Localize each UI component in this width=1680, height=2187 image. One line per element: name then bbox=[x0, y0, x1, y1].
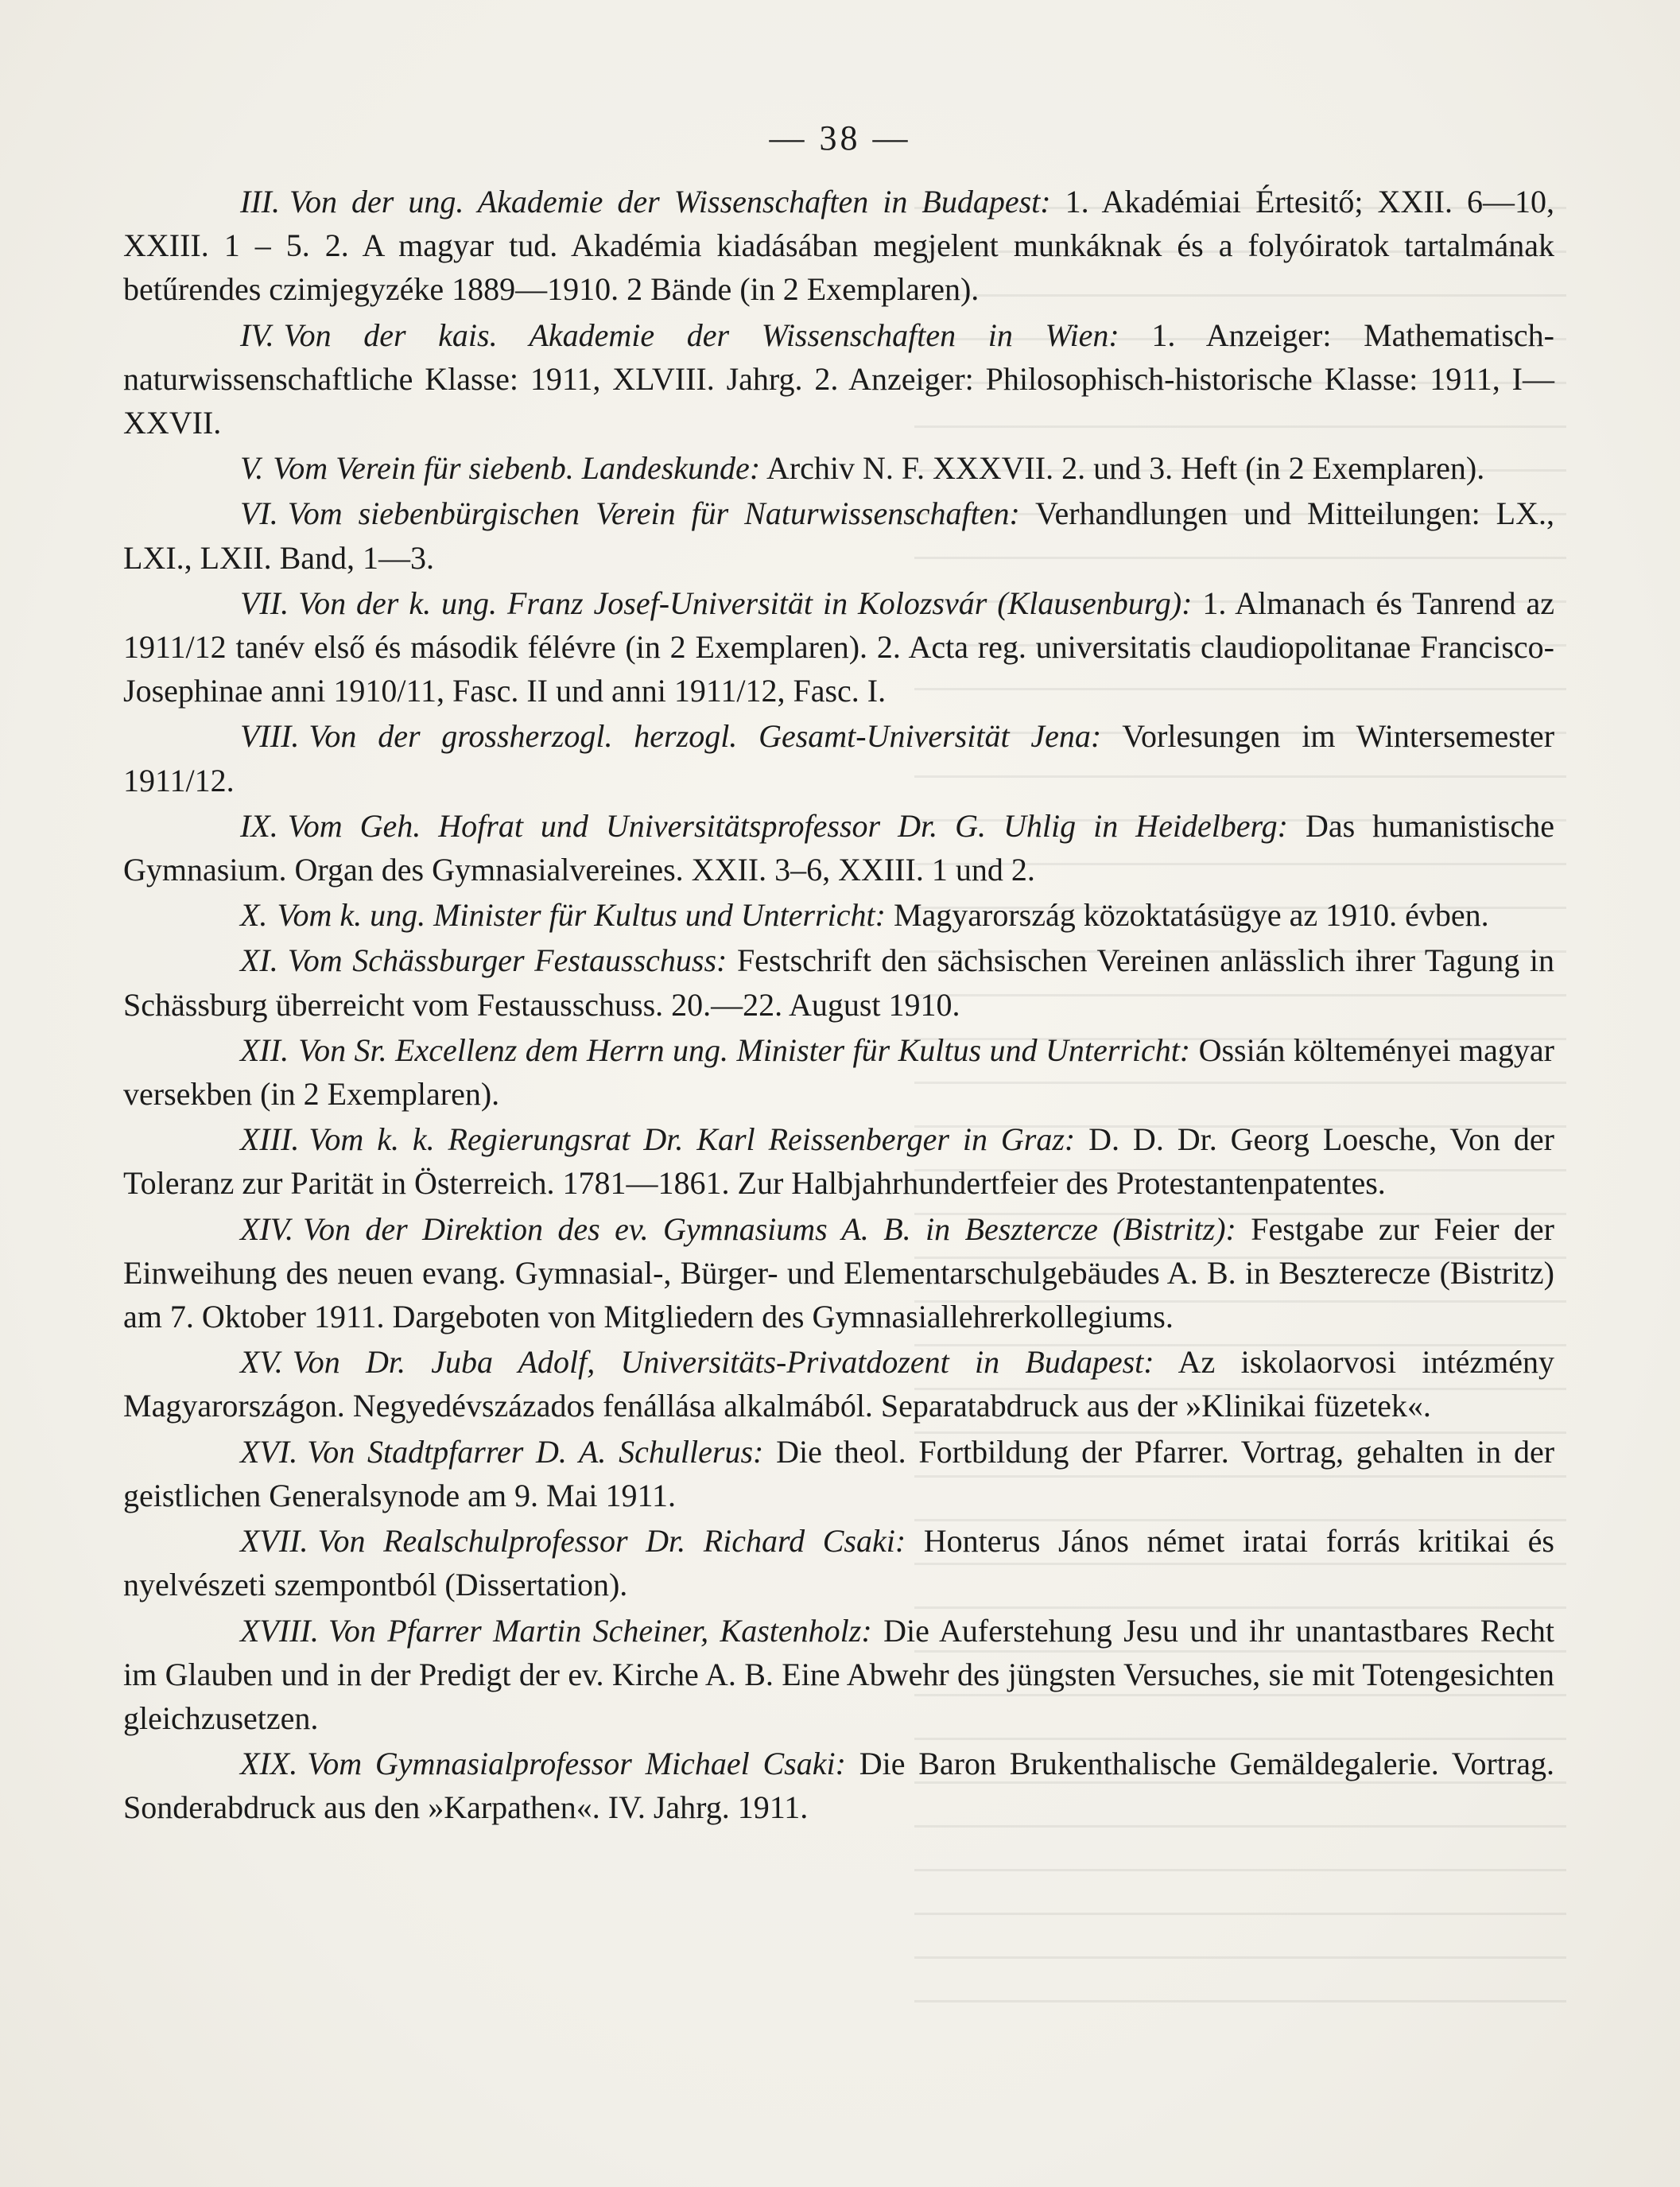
entry-ix bbox=[123, 804, 1554, 892]
entry-donor: Von Stadtpfarrer D. A. Schullerus: bbox=[307, 1433, 764, 1470]
entry-number: XVI. bbox=[240, 1433, 298, 1470]
entry-text: Ossián költeményei magyar versekben (in 2 Exemplaren). bbox=[123, 1031, 1554, 1113]
entry-text: Festschrift den sächsischen Vereinen anlässlich ihrer Tagung in Schässburg überreicht vom Festausschuss. 20.—22. August 1910. bbox=[123, 942, 1554, 1023]
entry-xvii bbox=[123, 1519, 1554, 1606]
entry-number: VII. bbox=[240, 585, 289, 621]
entry-text: Honterus János német iratai forrás kritikai és nyelvészeti szempontból (Dissertation). bbox=[123, 1523, 1554, 1603]
entry-number: X. bbox=[240, 897, 268, 934]
entry-vii bbox=[123, 581, 1554, 713]
entry-viii bbox=[123, 714, 1554, 802]
entry-donor: Von der Direktion des ev. Gymnasiums A. B. in Besztercze (Bistritz): bbox=[303, 1210, 1236, 1247]
entry-number: XI. bbox=[240, 942, 278, 979]
entry-xvi bbox=[123, 1430, 1554, 1517]
entry-donor: Vom Verein für siebenb. Landeskunde: bbox=[273, 450, 761, 487]
entry-number: XIII. bbox=[240, 1121, 300, 1158]
entry-x bbox=[123, 893, 1554, 937]
entry-donor: Von Sr. Excellenz dem Herrn ung. Minister für Kultus und Unterricht: bbox=[298, 1031, 1191, 1068]
entry-number: VI. bbox=[240, 495, 278, 532]
entry-donor: Von Dr. Juba Adolf, Universitäts-Privatdozent in Budapest: bbox=[292, 1344, 1154, 1381]
entry-donor: Vom k. k. Regierungsrat Dr. Karl Reissenberger in Graz: bbox=[308, 1121, 1076, 1158]
entry-text: Das humanistische Gymnasium. Organ des Gymnasialvereines. XXII. 3–6, XXIII. 1 und 2. bbox=[123, 807, 1555, 888]
entry-number: III. bbox=[240, 184, 280, 219]
entry-list bbox=[123, 180, 1554, 1832]
entry-number: XVIII. bbox=[240, 1612, 319, 1649]
entry-number: VIII. bbox=[240, 718, 300, 755]
entry-number: XV. bbox=[240, 1344, 283, 1381]
entry-xiv bbox=[123, 1207, 1554, 1339]
entry-xi bbox=[123, 938, 1554, 1026]
entry-donor: Von Pfarrer Martin Scheiner, Kastenholz: bbox=[328, 1612, 872, 1649]
entry-text: Die Baron Brukenthalische Gemäldegalerie. Vortrag. Sonderabdruck aus den »Karpathen«. IV. Jahrg. 1911. bbox=[123, 1746, 1554, 1826]
entry-donor: Von der grossherzogl. herzogl. Gesamt-Universität Jena: bbox=[308, 718, 1102, 755]
entry-v bbox=[123, 446, 1554, 490]
entry-xv bbox=[123, 1340, 1554, 1428]
entry-vi bbox=[123, 491, 1554, 579]
entry-donor: Vom Geh. Hofrat und Universitätsprofessor Dr. G. Uhlig in Heidelberg: bbox=[287, 807, 1288, 844]
entry-donor: Vom Schässburger Festausschuss: bbox=[287, 942, 727, 979]
entry-text: Verhandlungen und Mitteilungen: LX., LXI., LXII. Band, 1—3. bbox=[123, 495, 1555, 576]
page-number: — 38 — bbox=[769, 118, 911, 157]
entry-donor: Vom siebenbürgischen Verein für Naturwissenschaften: bbox=[287, 495, 1020, 532]
entry-xii bbox=[123, 1028, 1554, 1116]
entry-text: Az iskolaorvosi intézmény Magyarországon. Negyedévszázados fenállása alkalmából. Separatabdruck aus der »Klinikai füzetek«. bbox=[123, 1344, 1554, 1424]
entry-xviii bbox=[123, 1609, 1554, 1741]
entry-text: 1. Almanach és Tanrend az 1911/12 tanév első és második félévre (in 2 Exemplaren). 2. Acta reg. universitatis claudiopolitanae Francisco-Josephinae anni 1910/11, Fasc. II und anni 1911/12, Fasc. I. bbox=[123, 585, 1554, 709]
entry-xix bbox=[123, 1742, 1554, 1829]
entry-text: Archiv N. F. XXXVII. 2. und 3. Heft (in 2 Exemplaren). bbox=[766, 450, 1485, 487]
entry-donor: Von Realschulprofessor Dr. Richard Csaki: bbox=[317, 1523, 906, 1560]
entry-xiii bbox=[123, 1117, 1554, 1205]
entry-number: XVII. bbox=[240, 1523, 308, 1560]
entry-text: 1. Akadémiai Értesitő; XXII. 6—10, XXIII. 1 – 5. 2. A magyar tud. Akadémia kiadásában megjelent munkáknak és a folyóiratok tartalmának betűrendes czimjegyzéke 1889—1910. 2 Bände (in 2 Exemplaren). bbox=[123, 184, 1555, 308]
entry-donor: Vom k. ung. Minister für Kultus und Unterricht: bbox=[277, 897, 886, 934]
entry-text: 1. Anzeiger: Mathematisch-naturwissenschaftliche Klasse: 1911, XLVIII. Jahrg. 2. Anzeiger: Philosophisch-historische Klasse: 1911, I—XXVII. bbox=[123, 317, 1554, 441]
entry-donor: Vom Gymnasialprofessor Michael Csaki: bbox=[307, 1746, 846, 1782]
entry-text: Festgabe zur Feier der Einweihung des neuen evang. Gymnasial-, Bürger- und Elementarschulgebäudes A. B. in Beszterecze (Bistritz) am 7. Oktober 1911. Dargeboten von Mitgliedern des Gymnasiallehrerkollegiums. bbox=[123, 1210, 1554, 1335]
entry-text: D. D. Dr. Georg Loesche, Von der Toleranz zur Parität in Österreich. 1781—1861. Zur Halbjahrhundertfeier des Protestantenpatentes. bbox=[123, 1121, 1554, 1202]
entry-donor: Von der k. ung. Franz Josef-Universität in Kolozsvár (Klausenburg): bbox=[298, 585, 1193, 621]
entry-iii bbox=[123, 180, 1554, 312]
entry-number: XIV. bbox=[240, 1210, 294, 1247]
entry-number: IX. bbox=[240, 807, 278, 844]
entry-number: XII. bbox=[240, 1031, 289, 1068]
entry-number: IV. bbox=[240, 317, 274, 353]
entry-donor: Von der kais. Akademie der Wissenschaften in Wien: bbox=[283, 317, 1119, 353]
entry-text: Die Auferstehung Jesu und ihr unantastbares Recht im Glauben und in der Predigt der ev. Kirche A. B. Eine Abwehr des jüngsten Versuches, sie mit Totengesichten gleichzusetzen. bbox=[123, 1612, 1555, 1736]
entry-donor: Von der ung. Akademie der Wissenschaften in Budapest: bbox=[289, 184, 1051, 219]
entry-number: V. bbox=[240, 450, 264, 487]
entry-number: XIX. bbox=[240, 1746, 298, 1782]
entry-text: Magyarország közoktatásügye az 1910. évben. bbox=[893, 897, 1489, 934]
entry-text: Die theol. Fortbildung der Pfarrer. Vortrag, gehalten in der geistlichen Generalsynode am 9. Mai 1911. bbox=[123, 1433, 1555, 1513]
entry-text: Vorlesungen im Wintersemester 1911/12. bbox=[123, 718, 1555, 798]
entry-iv bbox=[123, 313, 1554, 445]
